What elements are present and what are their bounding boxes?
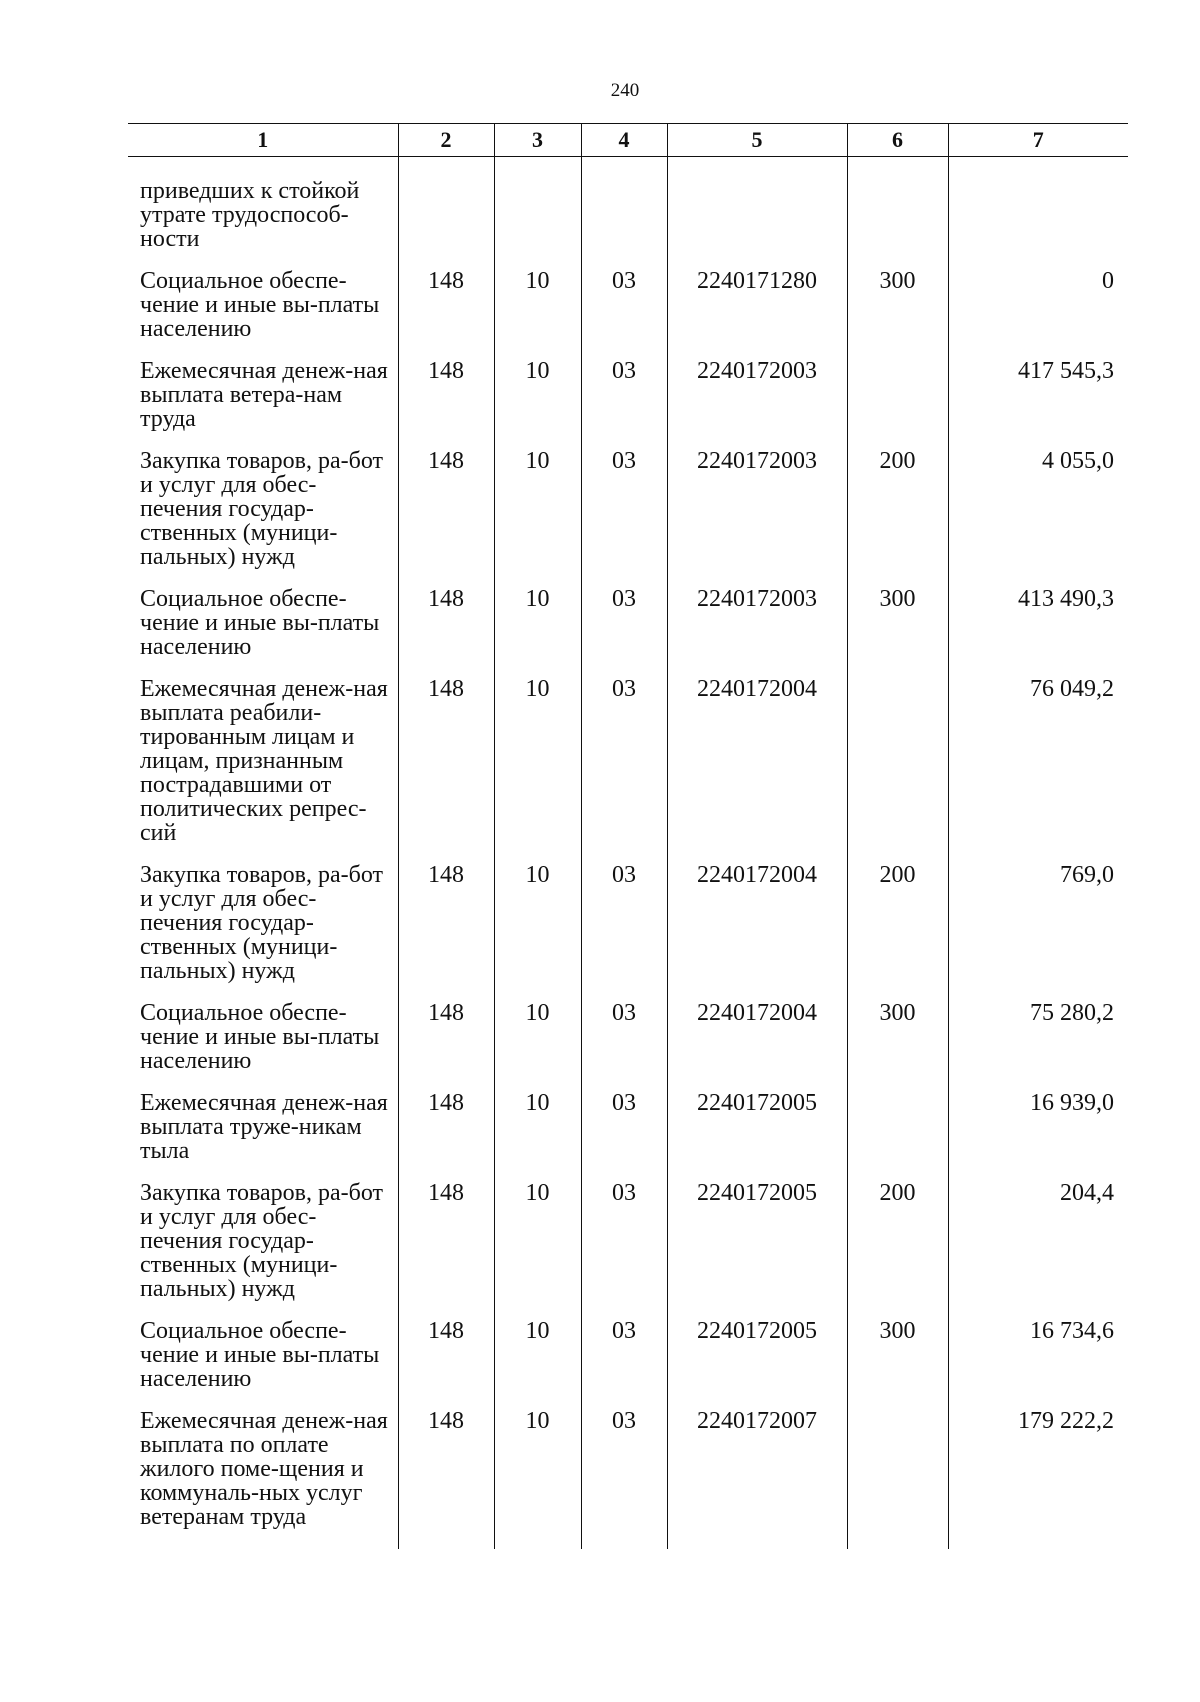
row-name-cell: Социальное обеспе-чение и иные вы-платы населению: [140, 586, 380, 660]
row-col6-cell: [847, 1403, 948, 1541]
row-col3-cell: [494, 173, 581, 263]
row-col7-cell: 16 734,6: [948, 1313, 1128, 1403]
row-col2-cell: 148: [398, 1085, 494, 1175]
row-col7-cell: 413 490,3: [948, 581, 1128, 671]
row-col2-cell: 148: [398, 671, 494, 857]
row-col6-cell: [847, 173, 948, 263]
row-name-cell: Закупка товаров, ра-бот и услуг для обес-печения государ-ственных (муници-пальных) нужд: [140, 862, 383, 984]
table-header: [128, 124, 1128, 157]
row-col7-cell: 16 939,0: [948, 1085, 1128, 1175]
row-col2-cell: 148: [398, 857, 494, 995]
row-col6-cell: [847, 353, 948, 443]
row-col4-cell: 03: [581, 995, 667, 1085]
row-col5-cell: 2240172007: [667, 1403, 847, 1541]
row-col4-cell: 03: [581, 1175, 667, 1313]
row-col4-cell: [581, 173, 667, 263]
row-col2-cell: 148: [398, 1403, 494, 1541]
row-col7-cell: 417 545,3: [948, 353, 1128, 443]
row-col3-cell: 10: [494, 671, 581, 857]
row-col5-cell: 2240172003: [667, 353, 847, 443]
row-col7-cell: 75 280,2: [948, 995, 1128, 1085]
row-col5-cell: 2240172003: [667, 443, 847, 581]
header-row: [128, 124, 1128, 157]
row-col4-cell: 03: [581, 857, 667, 995]
row-col3-cell: 10: [494, 857, 581, 995]
row-name-cell: Ежемесячная денеж-ная выплата труже-никам тыла: [140, 1090, 388, 1164]
row-col2-cell: 148: [398, 1175, 494, 1313]
row-col5-cell: [667, 173, 847, 263]
row-col3-cell: 10: [494, 1175, 581, 1313]
row-name-cell: Социальное обеспе-чение и иные вы-платы населению: [140, 1318, 380, 1392]
row-col3-cell: 10: [494, 995, 581, 1085]
row-col2-cell: 148: [398, 353, 494, 443]
row-col6-cell: [847, 1085, 948, 1175]
column-header-4: 4: [581, 124, 667, 157]
column-header-7: 7: [948, 124, 1128, 157]
row-name-cell: Ежемесячная денеж-ная выплата по оплате жилого поме-щения и коммуналь-ных услуг ветеранам труда: [140, 1408, 388, 1530]
page-number: 240: [610, 80, 640, 101]
column-header-1: 1: [128, 124, 398, 157]
row-col6-cell: 300: [847, 263, 948, 353]
row-col7-cell: 204,4: [948, 1175, 1128, 1313]
row-col4-cell: 03: [581, 1313, 667, 1403]
row-col4-cell: 03: [581, 263, 667, 353]
row-col3-cell: 10: [494, 263, 581, 353]
row-col5-cell: 2240171280: [667, 263, 847, 353]
row-col6-cell: [847, 671, 948, 857]
row-col3-cell: 10: [494, 1313, 581, 1403]
column-header-5: 5: [667, 124, 847, 157]
row-col3-cell: 10: [494, 1085, 581, 1175]
row-col4-cell: 03: [581, 671, 667, 857]
row-col7-cell: [948, 173, 1128, 263]
row-col4-cell: 03: [581, 1403, 667, 1541]
budget-table: [128, 123, 1128, 1549]
row-col5-cell: 2240172004: [667, 857, 847, 995]
table-row: [128, 1175, 1128, 1313]
row-name-cell: Ежемесячная денеж-ная выплата реабили-тированным лицам и лицам, признанным пострадавшими от политических репрес-сий: [140, 676, 388, 846]
row-name-cell: Ежемесячная денеж-ная выплата ветера-нам труда: [140, 358, 388, 432]
table-row: [128, 1403, 1128, 1541]
column-header-6: 6: [847, 124, 948, 157]
row-col6-cell: 300: [847, 995, 948, 1085]
row-col6-cell: 200: [847, 443, 948, 581]
row-col2-cell: 148: [398, 263, 494, 353]
row-col6-cell: 300: [847, 581, 948, 671]
row-col3-cell: 10: [494, 1403, 581, 1541]
row-col7-cell: 769,0: [948, 857, 1128, 995]
row-name-cell: Закупка товаров, ра-бот и услуг для обес-печения государ-ственных (муници-пальных) нужд: [140, 448, 383, 570]
row-col4-cell: 03: [581, 353, 667, 443]
row-name-cell: Закупка товаров, ра-бот и услуг для обес-печения государ-ственных (муници-пальных) нужд: [140, 1180, 383, 1302]
row-col3-cell: 10: [494, 581, 581, 671]
table-row: [128, 581, 1128, 671]
table-row: [128, 173, 1128, 263]
table-body: [128, 157, 1128, 1550]
row-col5-cell: 2240172005: [667, 1313, 847, 1403]
table-row: [128, 671, 1128, 857]
table-row: [128, 443, 1128, 581]
table-row: [128, 263, 1128, 353]
table-row: [128, 1313, 1128, 1403]
table-tail-spacer: [128, 1541, 1128, 1549]
row-col2-cell: [398, 173, 494, 263]
row-col7-cell: 76 049,2: [948, 671, 1128, 857]
table-row: [128, 1085, 1128, 1175]
row-col3-cell: 10: [494, 443, 581, 581]
table-row: [128, 995, 1128, 1085]
row-col2-cell: 148: [398, 443, 494, 581]
row-col4-cell: 03: [581, 581, 667, 671]
row-col4-cell: 03: [581, 1085, 667, 1175]
column-header-3: 3: [494, 124, 581, 157]
row-col5-cell: 2240172003: [667, 581, 847, 671]
row-col4-cell: 03: [581, 443, 667, 581]
row-name-cell: Социальное обеспе-чение и иные вы-платы населению: [140, 268, 380, 342]
row-name-cell: приведших к стойкой утрате трудоспособ-ности: [140, 178, 360, 252]
row-col6-cell: 300: [847, 1313, 948, 1403]
row-col5-cell: 2240172004: [667, 995, 847, 1085]
row-col5-cell: 2240172005: [667, 1085, 847, 1175]
table-spacer: [128, 157, 1128, 174]
row-col2-cell: 148: [398, 1313, 494, 1403]
row-col7-cell: 0: [948, 263, 1128, 353]
table-row: [128, 353, 1128, 443]
row-col7-cell: 179 222,2: [948, 1403, 1128, 1541]
budget-table-container: [128, 123, 1128, 1549]
row-col6-cell: 200: [847, 857, 948, 995]
row-col2-cell: 148: [398, 995, 494, 1085]
column-header-2: 2: [398, 124, 494, 157]
row-name-cell: Социальное обеспе-чение и иные вы-платы населению: [140, 1000, 380, 1074]
row-col5-cell: 2240172004: [667, 671, 847, 857]
row-col2-cell: 148: [398, 581, 494, 671]
row-col6-cell: 200: [847, 1175, 948, 1313]
row-col3-cell: 10: [494, 353, 581, 443]
row-col7-cell: 4 055,0: [948, 443, 1128, 581]
table-row: [128, 857, 1128, 995]
row-col5-cell: 2240172005: [667, 1175, 847, 1313]
